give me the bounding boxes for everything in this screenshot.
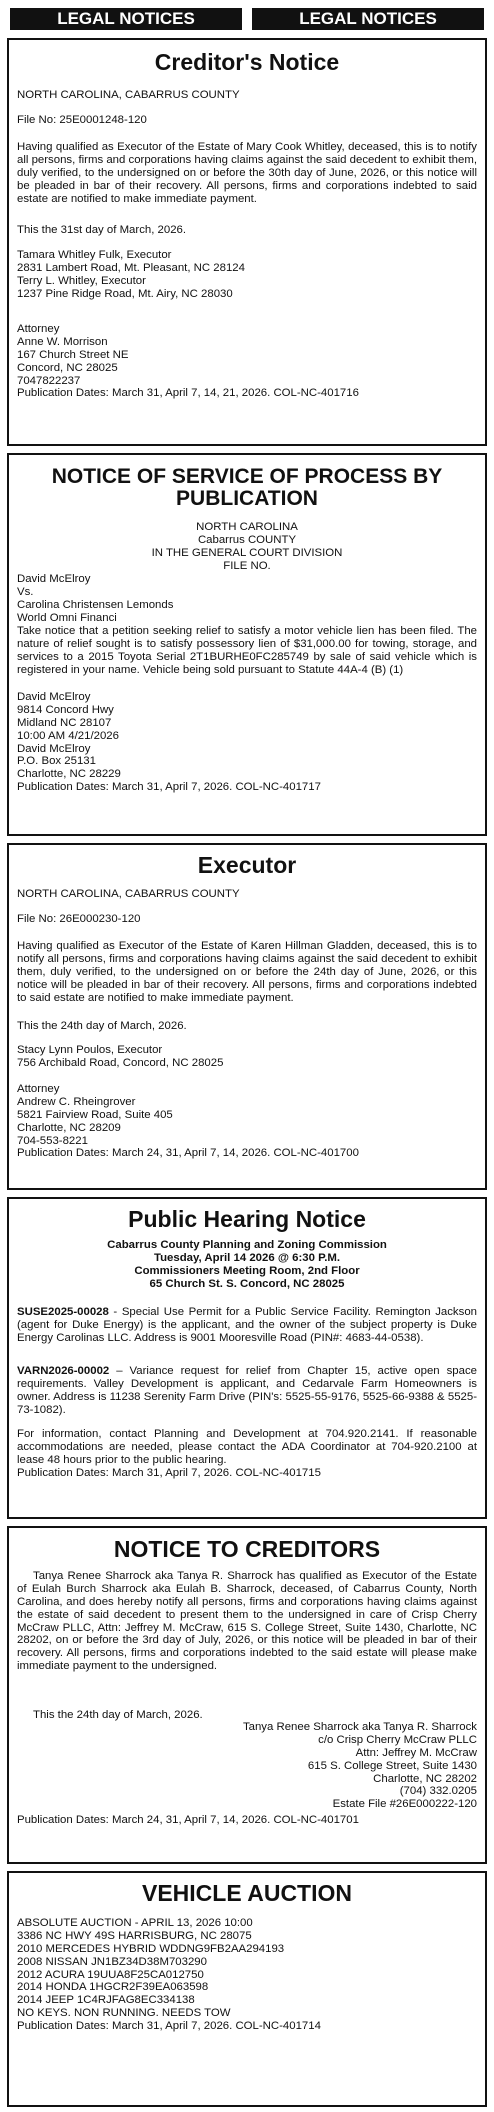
vehicle-auction-notice xyxy=(7,1871,487,2107)
vehicle-listing: 2014 JEEP 1C4RJFAG8EC334138 xyxy=(17,1994,195,2007)
contact-info: For information, contact Planning and Development at 704.920.2141. If reasonable accommodations are needed, please contact the ADA Coordinator at 704-920.2100 at lease 48 hours prior to the public hearing. xyxy=(17,1428,477,1466)
notice-to-creditors xyxy=(7,1526,487,1864)
case-varn2026: VARN2026-00002 – Variance request for relief from Chapter 15, active open space requirements. Valley Development is applicant, and Cedarvale Farm Homeowners is owner. Address is 11238 Serenity Farm Drive (PIN's: 5525-55-9176, 5525-66-9388 & 5525-73-1082). xyxy=(17,1365,477,1416)
notice-title: NOTICE TO CREDITORS xyxy=(113,1536,381,1562)
publication-dates: Publication Dates: March 31, April 7, 2026. COL-NC-401714 xyxy=(17,2020,321,2032)
notice-date: This the 24th day of March, 2026. xyxy=(17,1020,187,1032)
attorney-line: Concord, NC 28025 xyxy=(17,361,118,374)
executor-signatures xyxy=(17,249,477,301)
attorney-block: Attorney Andrew C. Rheingrover 5821 Fairview Road, Suite 405 Charlotte, NC 28209 704-553-8221 Publication Dates: March 24, 31, April 7, 14, 2026. COL-NC-401700 xyxy=(17,1083,477,1160)
notice-title: VEHICLE AUCTION xyxy=(142,1880,352,1906)
signature-line: Terry L. Whitley, Executor xyxy=(17,274,146,287)
notice-body: Having qualified as Executor of the Estate of Mary Cook Whitley, deceased, this is to notify all persons, firms and corporations having claims against the said decedent to exhibit them, duly verified, to the undersigned on or before the 30th day of June, 2026, or this notice will be pleaded in bar of their recovery. All persons, firms and corporations indebted to said estate are notified to make immediate payment. xyxy=(17,141,477,205)
notice-date: This the 31st day of March, 2026. xyxy=(17,224,187,236)
public-hearing-notice xyxy=(7,1197,487,1519)
vehicle-listing: 2012 ACURA 19UUA8F25CA012750 xyxy=(17,1968,204,1981)
notice-location: NORTH CAROLINA, CABARRUS COUNTY xyxy=(17,89,240,101)
signature-line: Tamara Whitley Fulk, Executor xyxy=(17,249,172,261)
file-number: File No: 26E000230-120 xyxy=(17,913,141,925)
attorney-line: 7047822237 xyxy=(17,374,81,387)
executor-signature: Stacy Lynn Poulos, Executor 756 Archibald Road, Concord, NC 28025 xyxy=(17,1044,224,1069)
attorney-line: Anne W. Morrison xyxy=(17,335,108,348)
publication-dates: Publication Dates: March 31, April 7, 2026. COL-NC-401715 xyxy=(17,1467,321,1479)
attorney-line: Attorney xyxy=(17,323,60,335)
hearing-details: Cabarrus County Planning and Zoning Commission Tuesday, April 14 2026 @ 6:30 P.M. Commissioners Meeting Room, 2nd Floor 65 Church St. S. Concord, NC 28025 xyxy=(107,1239,387,1290)
publication-dates: Publication Dates: March 31, April 7, 14, 21, 2026. COL-NC-401716 xyxy=(17,387,359,400)
executor-signature: Tanya Renee Sharrock aka Tanya R. Sharrock c/o Crisp Cherry McCraw PLLC Attn: Jeffrey M. McCraw 615 S. College Street, Suite 1430 Charlotte, NC 28202 (704) 332.0205 Estate File #26E000222-120 xyxy=(242,1721,477,1811)
case-id: VARN2026-00002 xyxy=(17,1365,110,1377)
notice-location: NORTH CAROLINA, CABARRUS COUNTY xyxy=(17,888,240,900)
notice-title: Public Hearing Notice xyxy=(128,1206,366,1232)
notice-body: Having qualified as Executor of the Estate of Karen Hillman Gladden, deceased, this is to notify all persons, firms and corporations having claims against the said decedent to exhibit them, duly verified, to the undersigned on or before the 24th day of June, 2026, or this notice will be pleaded in bar of their recovery. All persons, firms and corporations indebted to said estate are notified to make immediate payment. xyxy=(17,940,477,1004)
attorney-line: 167 Church Street NE xyxy=(17,348,129,361)
lienholder-details: David McElroy 9814 Concord Hwy Midland NC 28107 10:00 AM 4/21/2026 David McElroy P.O. Box 25131 Charlotte, NC 28229 Publication Dates: March 31, April 7, 2026. COL-NC-401717 xyxy=(17,691,477,794)
auction-details: ABSOLUTE AUCTION - APRIL 13, 2026 10:00 3386 NC HWY 49S HARRISBURG, NC 28075 2010 MERCEDES HYBRID WDDNG9FB2AA294193 2008 NISSAN JN1BZ34D38M703290 2012 ACURA 19UUA8F25CA012750 2014 HONDA 1HGCR2F39EA063598 2014 JEEP 1C4RJFAG8EC334138 NO KEYS. NON RUNNING. NEEDS TOW Publication Dates: March 31, April 7, 2026. COL-NC-401714 xyxy=(17,1917,477,2033)
file-number: File No: 25E0001248-120 xyxy=(17,114,147,126)
legal-notices-header-right: LEGAL NOTICES xyxy=(252,8,484,30)
legal-notices-header-left: LEGAL NOTICES xyxy=(10,8,242,30)
case-parties: David McElroy Vs. Carolina Christensen Lemonds World Omni Financi xyxy=(17,573,174,624)
case-id: SUSE2025-00028 xyxy=(17,1306,109,1318)
service-of-process-notice xyxy=(7,453,487,836)
notice-title: NOTICE OF SERVICE OF PROCESS BY PUBLICATION xyxy=(51,465,443,511)
vehicle-listing: 2008 NISSAN JN1BZ34D38M703290 xyxy=(17,1955,207,1968)
publication-dates: Publication Dates: March 24, 31, April 7, 14, 2026. COL-NC-401701 xyxy=(17,1814,359,1826)
notice-body: Tanya Renee Sharrock aka Tanya R. Sharrock has qualified as Executor of the Estate of Eulah Burch Sharrock aka Eulah B. Sharrock, deceased, of Cabarrus County, North Carolina, and does hereby notify all persons, firms and corporations having claims against the estate of said decedent to present them to the undersigned in care of Crisp Cherry McCraw PLLC, Attn: Jeffrey M. McCraw, 615 S. College Street, Suite 1430, Charlotte, NC 28202, on or before the 3rd day of July, 2026, or this notice will be pleaded in bar of their recovery. All persons, firms and corporations indebted to the said estate will please make immediate payment to the undersigned. xyxy=(17,1570,477,1673)
vehicle-listing: 2014 HONDA 1HGCR2F39EA063598 xyxy=(17,1981,209,1994)
attorney-block xyxy=(17,323,477,400)
notice-title: Creditor's Notice xyxy=(154,49,340,75)
signature-line: 1237 Pine Ridge Road, Mt. Airy, NC 28030 xyxy=(17,287,233,300)
case-suse2025: SUSE2025-00028 - Special Use Permit for a Public Service Facility. Remington Jackson (agent for Duke Energy) is the applicant, and the owner of the subject property is Duke Energy Carolinas LLC. Address is 9001 Mooresville Road (PIN#: 4683-44-0538). xyxy=(17,1306,477,1344)
publication-dates: Publication Dates: March 24, 31, April 7, 14, 2026. COL-NC-401700 xyxy=(17,1147,359,1160)
executor-notice xyxy=(7,843,487,1190)
court-heading: NORTH CAROLINA Cabarrus COUNTY IN THE GENERAL COURT DIVISION FILE NO. xyxy=(151,521,343,572)
creditors-notice xyxy=(7,38,487,446)
signature-line: 2831 Lambert Road, Mt. Pleasant, NC 28124 xyxy=(17,261,245,274)
notice-date: This the 24th day of March, 2026. xyxy=(33,1709,203,1721)
notice-title: Executor xyxy=(197,852,297,878)
notice-body: Take notice that a petition seeking relief to satisfy a motor vehicle lien has been filed. The nature of relief sought is to satisfy possessory lien of $31,000.00 for towing, storage, and services to a 2015 Toyota Serial 2T1BURHE0FC285749 by sale of said vehicle which is registered in your name. Vehicle being sold pursuant to Statute 44A-4 (B) (1) xyxy=(17,625,477,676)
vehicle-listing: 2010 MERCEDES HYBRID WDDNG9FB2AA294193 xyxy=(17,1942,285,1955)
publication-dates: Publication Dates: March 31, April 7, 2026. COL-NC-401717 xyxy=(17,781,321,794)
